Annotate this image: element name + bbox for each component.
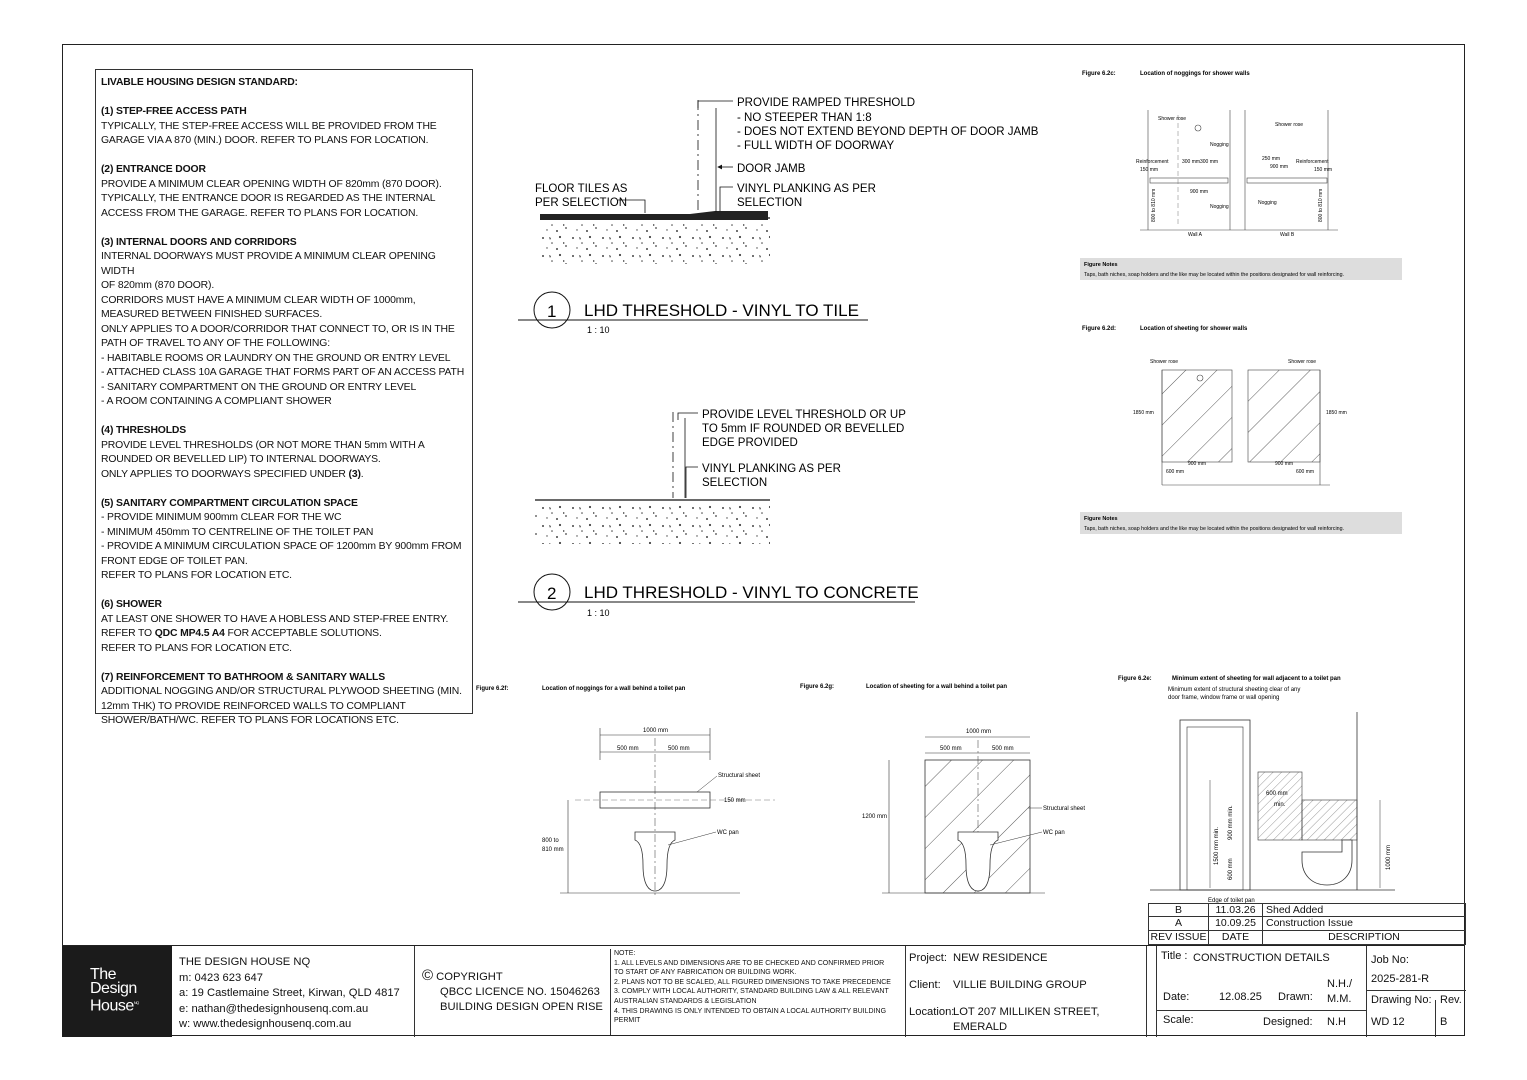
figure-6-2c	[1080, 71, 1402, 280]
fig-62c-caption: Location of noggings for shower walls	[1140, 71, 1250, 77]
drawing-notes-title: NOTE:	[614, 950, 636, 957]
notes-section-heading: (5) SANITARY COMPARTMENT CIRCULATION SPACE	[101, 497, 358, 509]
fig-62f-810: 810 mm	[542, 847, 564, 853]
location-label: Location:	[909, 1006, 955, 1018]
location-value-2: EMERALD	[953, 1021, 1008, 1033]
logo-sup: NQ	[133, 1000, 139, 1005]
drawing-note-line: AUSTRALIAN STANDARDS & LEGISLATION	[614, 997, 757, 1005]
detail-1-note-2: - NO STEEPER THAN 1:8	[737, 112, 872, 124]
fig-62c-height-b: 800 to 810 mm	[1318, 188, 1324, 222]
notes-line: PATH OF TRAVEL TO ANY OF THE FOLLOWING:	[101, 338, 330, 349]
notes-line: - PROVIDE MINIMUM 900mm CLEAR FOR THE WC	[101, 512, 342, 523]
detail-2-note-2: TO 5mm IF ROUNDED OR BEVELLED	[702, 423, 905, 435]
fig-62c-900a: 900 mm	[1190, 189, 1209, 195]
fig-62d-label: Figure 6.2d:	[1082, 326, 1117, 332]
fig-62e-desc-2: door frame, window frame or wall opening	[1168, 695, 1280, 701]
fig-62d-rose-b: Shower rose	[1288, 359, 1317, 365]
logo-line-2: Design	[90, 980, 137, 997]
notes-section-heading: (1) STEP-FREE ACCESS PATH	[101, 106, 247, 117]
notes-line: - ATTACHED CLASS 10A GARAGE THAT FORMS PART OF AN ACCESS PATH	[101, 367, 465, 378]
fig-62d-notes-title: Figure Notes	[1084, 516, 1118, 522]
detail-2-vinyl-1: VINYL PLANKING AS PER	[702, 463, 841, 475]
fig-62g-label: Figure 6.2g:	[800, 684, 835, 690]
location-value-1: LOT 207 MILLIKEN STREET,	[953, 1006, 1100, 1018]
fig-62d-600a: 600 mm	[1166, 469, 1185, 475]
notes-line: MEASURED BETWEEN FINISHED SURFACES.	[101, 309, 323, 320]
licence-number: QBCC LICENCE NO. 15046263	[440, 986, 600, 998]
notes-line: PROVIDE A MINIMUM CLEAR OPENING WIDTH OF 820mm (870 DOOR).	[101, 178, 442, 190]
fig-62c-wall-b: Wall B	[1280, 232, 1295, 238]
title-divider-v1	[1366, 946, 1367, 1037]
revision-date: 10.09.25	[1209, 917, 1263, 930]
fig-62g-1000: 1000 mm	[966, 729, 992, 735]
fig-62f-caption: Location of noggings for a wall behind a toilet pan	[542, 686, 686, 692]
copyright-line	[422, 968, 603, 985]
notes-line: ROUNDED OR BEVELLED LIP) TO INTERNAL DOORWAYS.	[101, 454, 381, 465]
project-value: NEW RESIDENCE	[953, 952, 1048, 964]
rev-value: B	[1440, 1016, 1448, 1028]
fig-62d-1850b: 1850 mm	[1326, 410, 1347, 416]
detail-2-note-3: EDGE PROVIDED	[702, 437, 798, 449]
company-phone: m: 0423 623 647	[179, 971, 263, 984]
fig-62c-250: 250 mm	[1262, 156, 1281, 162]
company-name: THE DESIGN HOUSE NQ	[179, 956, 311, 968]
fig-62e-caption: Minimum extent of sheeting for wall adjacent to a toilet pan	[1172, 676, 1341, 682]
job-label: Job No:	[1371, 954, 1409, 966]
title-divider-h1	[1157, 1010, 1366, 1011]
notes-line: ONLY APPLIES TO DOORWAYS SPECIFIED UNDER (3).	[101, 468, 364, 480]
detail-1-threshold-vinyl-to-tile	[518, 97, 1039, 335]
revision-rev: A	[1149, 917, 1209, 930]
rev-label: Rev.	[1440, 994, 1462, 1006]
notes-line: SHOWER/BATH/WC. REFER TO PLANS FOR LOCATIONS ETC.	[101, 715, 399, 726]
drawing-note-line: 2. PLANS NOT TO BE SCALED, ALL FIGURED DIMENSIONS TO TAKE PRECEDENCE	[614, 978, 891, 986]
revision-desc: Construction Issue	[1266, 917, 1353, 929]
notes-line: ADDITIONAL NOGGING AND/OR STRUCTURAL PLYWOOD SHEETING (MIN.	[101, 686, 462, 697]
revision-header-desc: DESCRIPTION	[1328, 931, 1400, 943]
notes-line: TYPICALLY, THE STEP-FREE ACCESS WILL BE PROVIDED FROM THE	[101, 120, 437, 132]
notes-line: CORRIDORS MUST HAVE A MINIMUM CLEAR WIDTH OF 1000mm,	[101, 294, 416, 306]
client-label: Client:	[909, 979, 941, 991]
revision-header-rev: REV ISSUE	[1149, 931, 1209, 944]
fig-62f-800: 800 to	[542, 838, 559, 844]
revision-date: 11.03.26	[1209, 904, 1263, 916]
notes-section-heading: (7) REINFORCEMENT TO BATHROOM & SANITARY WALLS	[101, 671, 386, 683]
detail-1-vinyl-1: VINYL PLANKING AS PER	[737, 183, 876, 195]
date-value: 12.08.25	[1219, 991, 1262, 1003]
open-rise: BUILDING DESIGN OPEN RISE	[440, 1001, 603, 1013]
notes-line: GARAGE VIA A 870 (MIN.) DOOR. REFER TO PLANS FOR LOCATION.	[101, 135, 429, 146]
fig-62c-notes-title: Figure Notes	[1084, 262, 1118, 268]
fig-62c-300a: 300 mm	[1182, 159, 1201, 165]
drawn-value-1: N.H./	[1327, 978, 1353, 990]
fig-62g-caption: Location of sheeting for a wall behind a toilet pan	[866, 684, 1008, 690]
detail-1-note-1: PROVIDE RAMPED THRESHOLD	[737, 97, 916, 109]
notes-line: ACCESS FROM THE GARAGE. REFER TO PLANS FOR LOCATION.	[101, 207, 419, 219]
revision-desc: Shed Added	[1266, 904, 1324, 916]
fig-62c-150b: 150 mm	[1314, 167, 1333, 173]
fig-62c-label: Figure 6.2c:	[1082, 71, 1116, 77]
copyright-label: COPYRIGHT	[436, 971, 503, 983]
designed-value: N.H	[1327, 1016, 1346, 1028]
client-value: VILLIE BUILDING GROUP	[953, 979, 1087, 991]
revision-rows	[1148, 903, 1466, 931]
fig-62e-label: Figure 6.2e:	[1118, 676, 1152, 682]
fig-62c-wall-a: Wall A	[1188, 232, 1202, 238]
detail-2-vinyl-2: SELECTION	[702, 477, 768, 489]
detail-1-title: LHD THRESHOLD - VINYL TO TILE	[584, 301, 859, 320]
fig-62e-1500: 1500 mm min.	[1214, 826, 1220, 865]
fig-62c-nog-b: Nogging	[1210, 204, 1229, 210]
fig-62d-notes-text: Taps, bath niches, soap holders and the like may be located within the positions designated for wall reinforcing.	[1084, 526, 1344, 532]
figure-6-2e	[1118, 676, 1395, 904]
notes-line: - HABITABLE ROOMS OR LAUNDRY ON THE GROUND OR ENTRY LEVEL	[101, 352, 451, 364]
notes-line: AT LEAST ONE SHOWER TO HAVE A HOBLESS AND STEP-FREE ENTRY.	[101, 613, 449, 625]
detail-1-door-jamb: DOOR JAMB	[737, 163, 806, 175]
drawn-value-2: M.M.	[1327, 993, 1352, 1005]
revision-row	[1148, 917, 1466, 931]
title-divider-h2	[1366, 990, 1466, 991]
company-web[interactable]: w: www.thedesignhousenq.com.au	[179, 1018, 352, 1030]
fig-62g-500b: 500 mm	[992, 746, 1014, 752]
revision-header-row	[1148, 931, 1466, 945]
project-label: Project:	[909, 952, 947, 964]
revision-row	[1148, 903, 1466, 917]
title-block	[62, 945, 1465, 1036]
drawing-notes-lines	[614, 959, 905, 1026]
fig-62d-900b: 900 mm	[1275, 461, 1294, 467]
drawing-no-value: WD 12	[1371, 1016, 1405, 1028]
copyright-symbol: ©	[422, 967, 434, 984]
scale-label: Scale:	[1163, 1014, 1194, 1026]
figure-6-2f	[476, 686, 775, 895]
notes-section-heading: (2) ENTRANCE DOOR	[101, 164, 206, 175]
notes-line: INTERNAL DOORWAYS MUST PROVIDE A MINIMUM CLEAR OPENING WIDTH	[101, 251, 436, 277]
fig-62e-edge: Edge of toilet pan	[1208, 898, 1255, 904]
notes-line: - PROVIDE A MINIMUM CIRCULATION SPACE OF 1200mm BY 900mm FROM	[101, 541, 462, 552]
fig-62f-structural-sheet: Structural sheet	[718, 773, 761, 779]
revision-rev: B	[1149, 904, 1209, 916]
drawing-note-line: 3. COMPLY WITH LOCAL AUTHORITY, STANDARD BUILDING LAW & ALL RELEVANT	[614, 988, 889, 996]
copyright-block	[422, 968, 603, 1015]
notes-line: REFER TO PLANS FOR LOCATION ETC.	[101, 642, 292, 654]
notes-section-heading: (6) SHOWER	[101, 599, 162, 610]
detail-1-floor-tiles-2: PER SELECTION	[535, 197, 628, 209]
notes-line: - SANITARY COMPARTMENT ON THE GROUND OR ENTRY LEVEL	[101, 381, 417, 393]
figure-6-2g	[800, 684, 1085, 895]
fig-62e-600: 600 mm	[1266, 791, 1288, 797]
notes-line: PROVIDE LEVEL THRESHOLDS (OR NOT MORE THAN 5mm WITH A	[101, 439, 425, 451]
detail-2-title: LHD THRESHOLD - VINYL TO CONCRETE	[584, 583, 919, 602]
notes-section-heading: (3) INTERNAL DOORS AND CORRIDORS	[101, 236, 297, 248]
notes-line: ONLY APPLIES TO A DOOR/CORRIDOR THAT CONNECT TO, OR IS IN THE	[101, 323, 455, 335]
detail-2-note-1: PROVIDE LEVEL THRESHOLD OR UP	[702, 409, 906, 421]
notes-line: REFER TO PLANS FOR LOCATION ETC.	[101, 570, 292, 581]
drawing-note-line: TO START OF ANY FABRICATION OR BUILDING WORK.	[614, 969, 797, 977]
fig-62f-150: 150 mm	[724, 798, 746, 804]
project-info	[905, 946, 1147, 1037]
notes-line: REFER TO QDC MP4.5 A4 FOR ACCEPTABLE SOLUTIONS.	[101, 628, 382, 639]
fig-62e-min: min.	[1274, 802, 1286, 808]
notes-line: TYPICALLY, THE ENTRANCE DOOR IS REGARDED AS THE INTERNAL	[101, 193, 436, 204]
fig-62f-label: Figure 6.2f:	[476, 686, 509, 692]
drawing-note-line: 4. THIS DRAWING IS ONLY INTENDED TO OBTAIN A LOCAL AUTHORITY BUILDING	[614, 1007, 887, 1015]
fig-62c-reinf-b: Reinforcement	[1296, 159, 1329, 165]
fig-62e-desc-1: Minimum extent of structural sheeting clear of any	[1168, 687, 1301, 693]
fig-62c-900b: 900 mm	[1270, 164, 1289, 170]
detail-2-scale: 1 : 10	[587, 608, 610, 618]
designed-label: Designed:	[1263, 1016, 1313, 1028]
fig-62g-1200: 1200 mm	[862, 814, 888, 820]
fig-62d-1850a: 1850 mm	[1133, 410, 1154, 416]
figure-6-2d	[1080, 326, 1402, 534]
fig-62d-rose-a: Shower rose	[1150, 359, 1179, 365]
detail-1-note-3: - DOES NOT EXTEND BEYOND DEPTH OF DOOR JAMB	[737, 126, 1039, 138]
detail-2-threshold-vinyl-to-concrete	[518, 409, 919, 618]
fig-62c-nog-a: Nogging	[1210, 142, 1229, 148]
logo-line-3: House$^{NQ}$	[90, 997, 139, 1015]
logo-line-1: The	[90, 966, 117, 983]
notes-line: 12mm THK) TO PROVIDE REINFORCED WALLS TO COMPLIANT	[101, 700, 406, 712]
fig-62c-300b: 300 mm	[1200, 159, 1219, 165]
fig-62f-wc-pan: WC pan	[717, 830, 739, 836]
notes-section-heading: (4) THRESHOLDS	[101, 425, 187, 436]
fig-62c-reinf-a: Reinforcement	[1136, 159, 1169, 165]
detail-1-scale: 1 : 10	[587, 325, 610, 335]
notes-line: - MINIMUM 450mm TO CENTRELINE OF THE TOILET PAN	[101, 526, 374, 538]
fig-62f-500a: 500 mm	[617, 746, 639, 752]
fig-62e-600h: 600 mm	[1228, 858, 1234, 880]
title-value: CONSTRUCTION DETAILS	[1193, 952, 1330, 964]
notes-line: - A ROOM CONTAINING A COMPLIANT SHOWER	[101, 396, 332, 407]
notes-line: OF 820mm (870 DOOR).	[101, 280, 215, 291]
fig-62g-500a: 500 mm	[940, 746, 962, 752]
fig-62d-caption: Location of sheeting for shower walls	[1140, 326, 1248, 332]
title-divider-v2	[1435, 1000, 1436, 1037]
revision-header-date: DATE	[1209, 931, 1263, 944]
logo	[62, 946, 172, 1037]
date-label: Date:	[1163, 991, 1190, 1003]
fig-62c-rose-b: Shower rose	[1275, 122, 1304, 128]
fig-62c-notes-text: Taps, bath niches, soap holders and the like may be located within the positions designated for wall reinforcing.	[1084, 272, 1344, 278]
drawing-no-label: Drawing No:	[1371, 994, 1432, 1006]
drawn-label: Drawn:	[1278, 991, 1313, 1003]
drawing-note-line: 1. ALL LEVELS AND DIMENSIONS ARE TO BE CHECKED AND CONFIRMED PRIOR	[614, 959, 885, 967]
drawing-note-line: PERMIT	[614, 1017, 641, 1025]
company-address: a: 19 Castlemaine Street, Kirwan, QLD 4817	[179, 987, 400, 999]
title-info	[1156, 946, 1465, 1037]
fig-62d-900a: 900 mm	[1188, 461, 1207, 467]
detail-1-vinyl-2: SELECTION	[737, 197, 803, 209]
company-email[interactable]: e: nathan@thedesignhousenq.com.au	[179, 1002, 369, 1015]
fig-62c-rose-a: Shower rose	[1158, 116, 1187, 122]
fig-62c-150a: 150 mm	[1140, 167, 1159, 173]
fig-62f-500b: 500 mm	[668, 746, 690, 752]
fig-62d-600b: 600 mm	[1296, 469, 1315, 475]
fig-62f-1000: 1000 mm	[643, 728, 669, 734]
fig-62g-structural-sheet: Structural sheet	[1043, 806, 1086, 812]
detail-1-note-4: - FULL WIDTH OF DOORWAY	[737, 140, 895, 152]
revision-table	[1148, 903, 1466, 945]
drawing-notes	[610, 949, 905, 1035]
notes-title: LIVABLE HOUSING DESIGN STANDARD:	[101, 77, 298, 88]
job-value: 2025-281-R	[1371, 973, 1430, 985]
title-block-divider-1	[414, 946, 415, 1037]
fig-62e-1000: 1000 mm	[1386, 844, 1392, 870]
fig-62g-wc-pan: WC pan	[1043, 830, 1065, 836]
fig-62c-nog-c: Nogging	[1258, 200, 1277, 206]
detail-1-floor-tiles-1: FLOOR TILES AS	[535, 183, 628, 195]
fig-62c-height-a: 800 to 810 mm	[1151, 188, 1157, 222]
title-label: Title :	[1161, 950, 1188, 962]
detail-2-number: 2	[547, 584, 557, 603]
fig-62e-900: 900 mm min.	[1228, 805, 1234, 840]
notes-line: FRONT EDGE OF TOILET PAN.	[101, 555, 248, 567]
detail-1-number: 1	[547, 302, 557, 321]
company-details	[179, 955, 400, 1033]
